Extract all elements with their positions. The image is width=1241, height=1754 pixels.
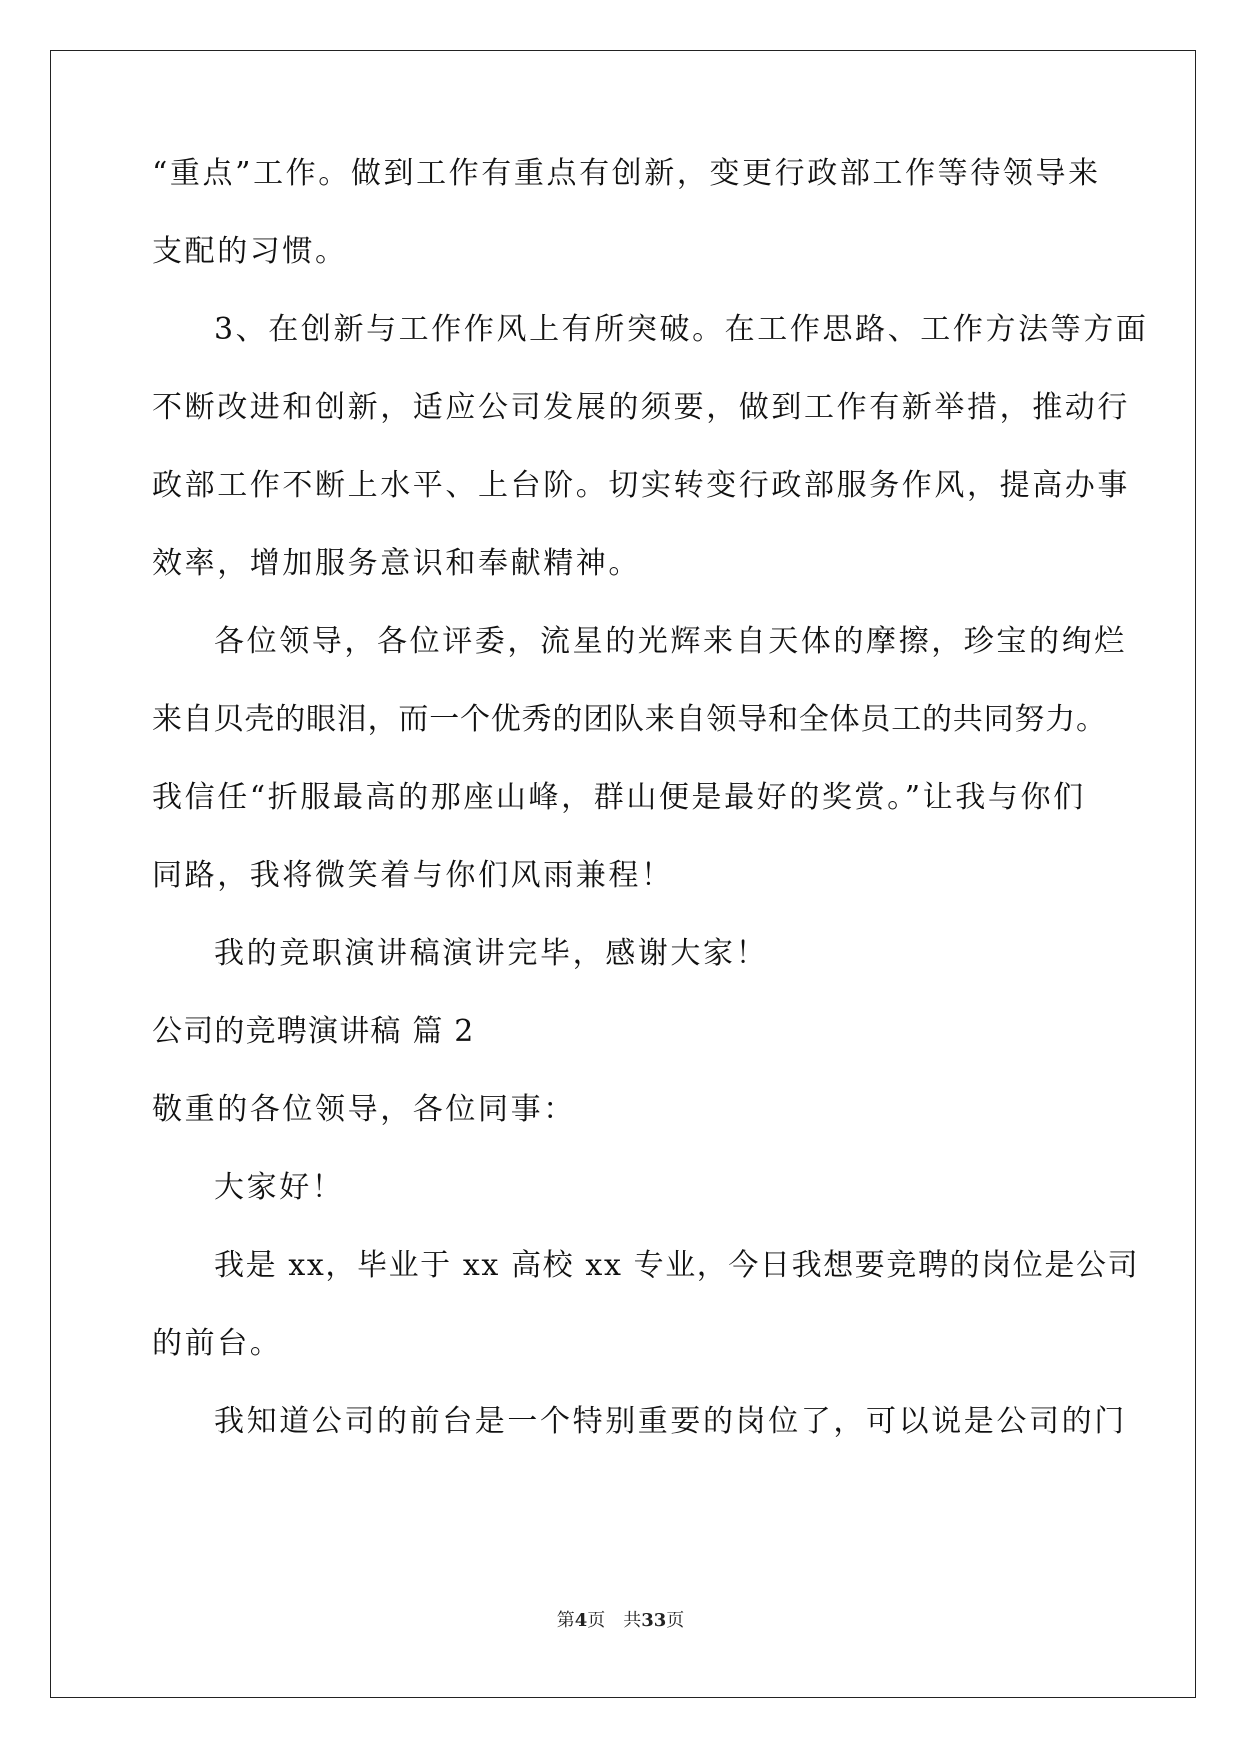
footer-total-pages: 33	[641, 1610, 667, 1631]
section-heading: 公司的竞聘演讲稿 篇 2	[152, 1014, 475, 1049]
text-line-17: 我知道公司的前台是一个特别重要的岗位了，可以说是公司的门	[214, 1404, 1127, 1439]
footer-total-prefix: 共	[623, 1610, 642, 1631]
text-line-10: 同路，我将微笑着与你们风雨兼程！	[152, 858, 674, 893]
text-line-5: 政部工作不断上水平、上台阶。切实转变行政部服务作风，提高办事	[152, 468, 1130, 503]
footer-prefix: 第	[556, 1610, 575, 1631]
text-line-6: 效率，增加服务意识和奉献精神。	[152, 546, 641, 581]
greeting: 大家好！	[214, 1170, 345, 1205]
text-line-1: “重点”工作。做到工作有重点有创新，变更行政部工作等待领导来	[152, 156, 1101, 191]
salutation: 敬重的各位领导，各位同事：	[152, 1092, 576, 1127]
text-line-16: 的前台。	[152, 1326, 283, 1361]
text-line-2: 支配的习惯。	[152, 234, 348, 269]
text-line-15: 我是 xx，毕业于 xx 高校 xx 专业，今日我想要竞聘的岗位是公司	[214, 1248, 1140, 1283]
text-line-8: 来自贝壳的眼泪，而一个优秀的团队来自领导和全体员工的共同努力。	[152, 702, 1107, 737]
text-line-11: 我的竞职演讲稿演讲完毕，感谢大家！	[214, 936, 769, 971]
page-footer	[0, 1610, 1241, 1632]
text-line-7: 各位领导，各位评委，流星的光辉来自天体的摩擦，珍宝的绚烂	[214, 624, 1127, 659]
text-line-4: 不断改进和创新，适应公司发展的须要，做到工作有新举措，推动行	[152, 390, 1130, 425]
text-line-3: 3、在创新与工作作风上有所突破。在工作思路、工作方法等方面	[214, 312, 1149, 347]
footer-page-number: 4	[574, 1610, 588, 1631]
text-line-9: 我信任“折服最高的那座山峰，群山便是最好的奖赏。”让我与你们	[152, 780, 1086, 815]
footer-total-unit: 页	[666, 1610, 685, 1631]
footer-page-unit: 页	[587, 1610, 606, 1631]
